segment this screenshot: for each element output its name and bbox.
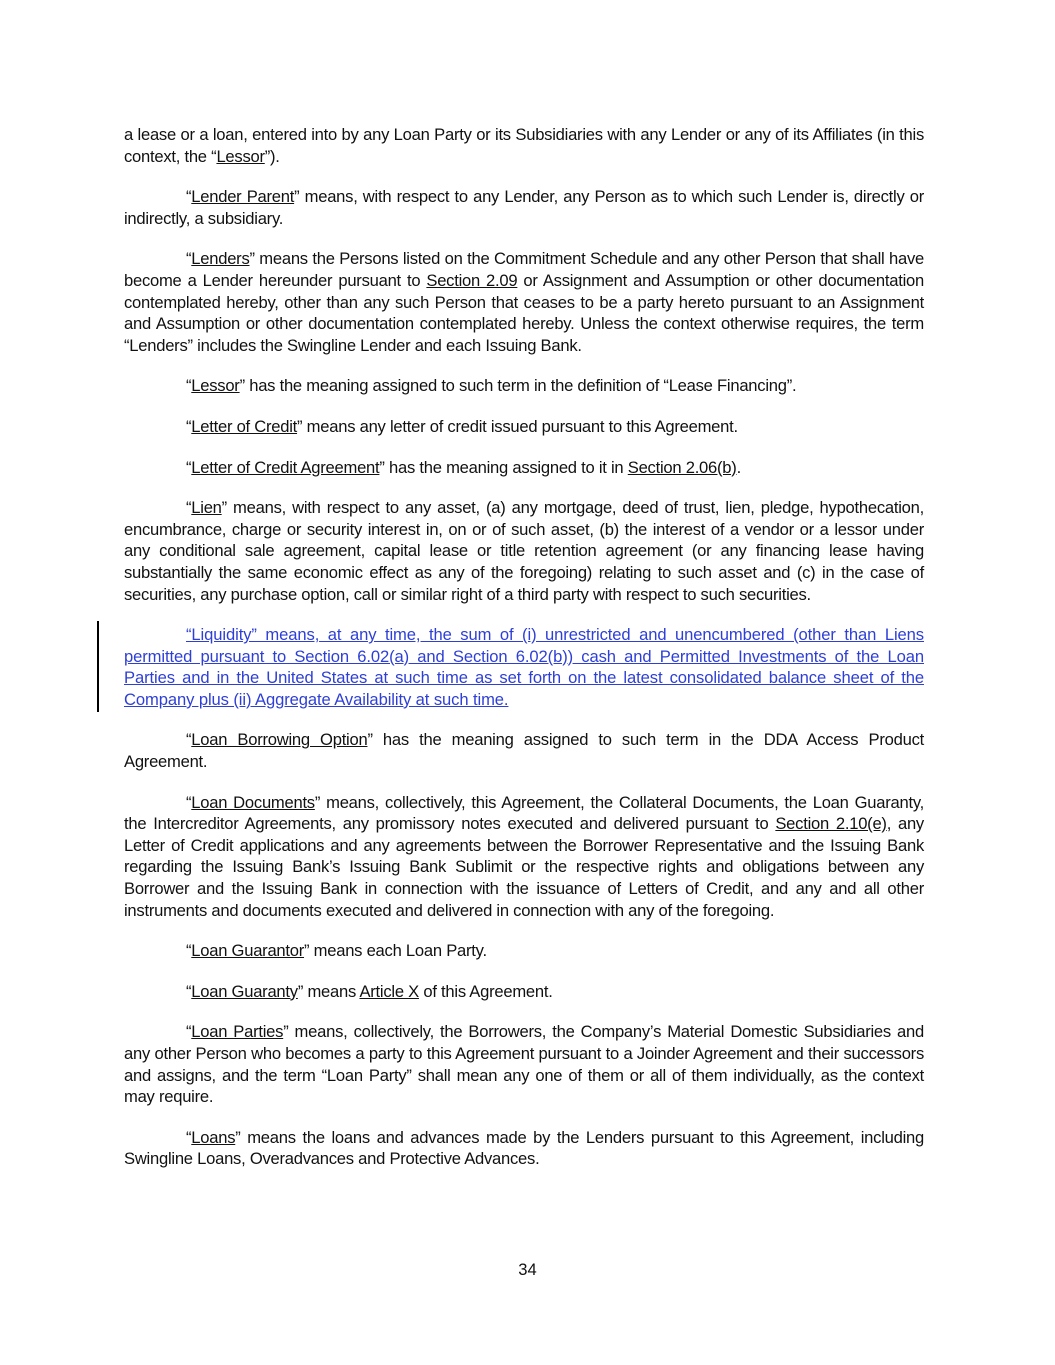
defined-term: Lessor bbox=[191, 376, 240, 396]
definition-text: a lease or a loan, entered into by any Loan Party or its Subsidiaries with any Lender or any of its Affiliates (in this context, the “ bbox=[124, 125, 924, 166]
open-quote: “ bbox=[186, 457, 192, 477]
definition-text: ” has the meaning assigned to such term in the DDA Access Product Agreement. bbox=[124, 730, 924, 772]
defined-term: Lien bbox=[191, 498, 222, 518]
defined-term: Loans bbox=[191, 1127, 236, 1147]
definition-text: . bbox=[736, 457, 741, 477]
open-quote: “ bbox=[186, 416, 192, 436]
defined-term: Loan Guarantor bbox=[191, 941, 305, 961]
defined-term: Lenders bbox=[191, 249, 250, 269]
definition-text: ” has the meaning assigned to such term in the definition of “Lease Financing”. bbox=[239, 376, 797, 396]
definition-text: ” has the meaning assigned to it in bbox=[379, 457, 628, 477]
definition-lien bbox=[124, 497, 924, 605]
definition-text: of this Agreement. bbox=[418, 981, 553, 1001]
section-reference: Section 2.06(b) bbox=[627, 457, 737, 477]
definition-lessor bbox=[124, 375, 924, 397]
definition-text: ” means, with respect to any asset, (a) any mortgage, deed of trust, lien, pledge, hypothecation, encumbrance, charge or security interest in, on or of such asset, (b) the interest of a vendor or a lessor under any conditional sale agreement, capital lease or title retention agreement (or any financing lease having substantially the same economic effect as any of the foregoing) relating to such asset and (c) in the case of securities, any purchase option, call or similar right of a third party with respect to such securities. bbox=[124, 498, 924, 604]
definition-loan-guarantor bbox=[124, 940, 924, 962]
open-quote: “ bbox=[186, 730, 192, 750]
definition-lender-parent bbox=[124, 186, 924, 229]
definition-text: ” means, collectively, this Agreement, the Collateral Documents, the Loan Guaranty, the Intercreditor Agreements, any promissory notes executed and delivered pursuant to bbox=[124, 792, 924, 834]
definition-loan-borrowing-option bbox=[124, 729, 924, 772]
definition-text: ” means bbox=[297, 981, 360, 1001]
definition-text: ”). bbox=[264, 146, 280, 166]
tracked-change-block bbox=[124, 624, 924, 710]
open-quote: “ bbox=[186, 941, 192, 961]
definition-text: , any Letter of Credit applications and any agreements between the Borrower Representative and the Issuing Bank regarding the Issuing Bank’s Issuing Bank Sublimit or the respective rights and obligations between any Borrower and the Issuing Bank in connection with the issuance of Letters of Credit, and any and all other instruments and documents executed and delivered in connection with any of the foregoing. bbox=[124, 814, 924, 920]
open-quote: “ bbox=[186, 187, 192, 207]
page-number: 34 bbox=[518, 1260, 537, 1279]
open-quote: “ bbox=[186, 498, 192, 518]
open-quote: “ bbox=[186, 1022, 192, 1042]
definition-lenders bbox=[124, 248, 924, 356]
open-quote: “ bbox=[186, 981, 192, 1001]
defined-term: Loan Documents bbox=[191, 792, 315, 812]
defined-term: Letter of Credit bbox=[191, 416, 298, 436]
document-page bbox=[124, 124, 924, 1189]
definition-text: ” means any letter of credit issued pursuant to this Agreement. bbox=[297, 416, 738, 436]
defined-term: Loan Parties bbox=[191, 1022, 284, 1042]
definition-loan-documents bbox=[124, 792, 924, 922]
definition-loans bbox=[124, 1127, 924, 1170]
defined-term: Lender Parent bbox=[191, 187, 295, 207]
defined-term: Loan Borrowing Option bbox=[191, 730, 368, 750]
change-bar bbox=[97, 621, 99, 712]
article-reference: Article X bbox=[359, 981, 419, 1001]
definition-text: ” means each Loan Party. bbox=[304, 941, 487, 961]
definition-letter-of-credit bbox=[124, 416, 924, 438]
open-quote: “ bbox=[186, 249, 192, 269]
open-quote: “ bbox=[186, 376, 192, 396]
section-reference: Section 2.09 bbox=[426, 270, 518, 290]
definition-loan-guaranty bbox=[124, 981, 924, 1003]
definition-text: ” means the Persons listed on the Commitment Schedule and any other Person that shall have become a Lender hereunder pursuant to bbox=[124, 249, 924, 290]
definition-loan-parties bbox=[124, 1021, 924, 1107]
definition-text: ” means, collectively, the Borrowers, the Company’s Material Domestic Subsidiaries and any other Person who becomes a party to this Agreement pursuant to a Joinder Agreement and their successors and assigns, and the term “Loan Party” shall mean any one of them or all of them individually, as the context may require. bbox=[124, 1022, 924, 1107]
open-quote: “ bbox=[186, 1127, 192, 1147]
defined-term: Loan Guaranty bbox=[191, 981, 298, 1001]
defined-term: Lessor bbox=[216, 146, 265, 166]
definition-text: ” means the loans and advances made by the Lenders pursuant to this Agreement, including Swingline Loans, Overadvances and Protective Advances. bbox=[124, 1127, 924, 1169]
definition-liquidity-inserted: “Liquidity” means, at any time, the sum of (i) unrestricted and unencumbered (other than Liens permitted pursuant to Section 6.02(a) and Section 6.02(b)) cash and Permitted Investments of the Loan Parties and in the United States at such time as set forth on the latest consolidated balance sheet of the Company plus (ii) Aggregate Availability at such time. bbox=[124, 625, 924, 709]
section-reference: Section 2.10(e) bbox=[775, 814, 887, 834]
definition-text: ” means, with respect to any Lender, any Person as to which such Lender is, directly or indirectly, a subsidiary. bbox=[124, 187, 925, 228]
definition-lease-financing-continued bbox=[124, 124, 924, 167]
definition-letter-of-credit-agreement bbox=[124, 457, 924, 479]
open-quote: “ bbox=[186, 792, 192, 812]
definition-text: or Assignment and Assumption or other documentation contemplated hereby, other than any such Person that ceases to be a party hereto pursuant to an Assignment and Assumption or other documentation contemplated hereby. Unless the context otherwise requires, the term “Lenders” includes the Swingline Lender and each Issuing Bank. bbox=[124, 270, 924, 355]
defined-term: Letter of Credit Agreement bbox=[191, 457, 380, 477]
